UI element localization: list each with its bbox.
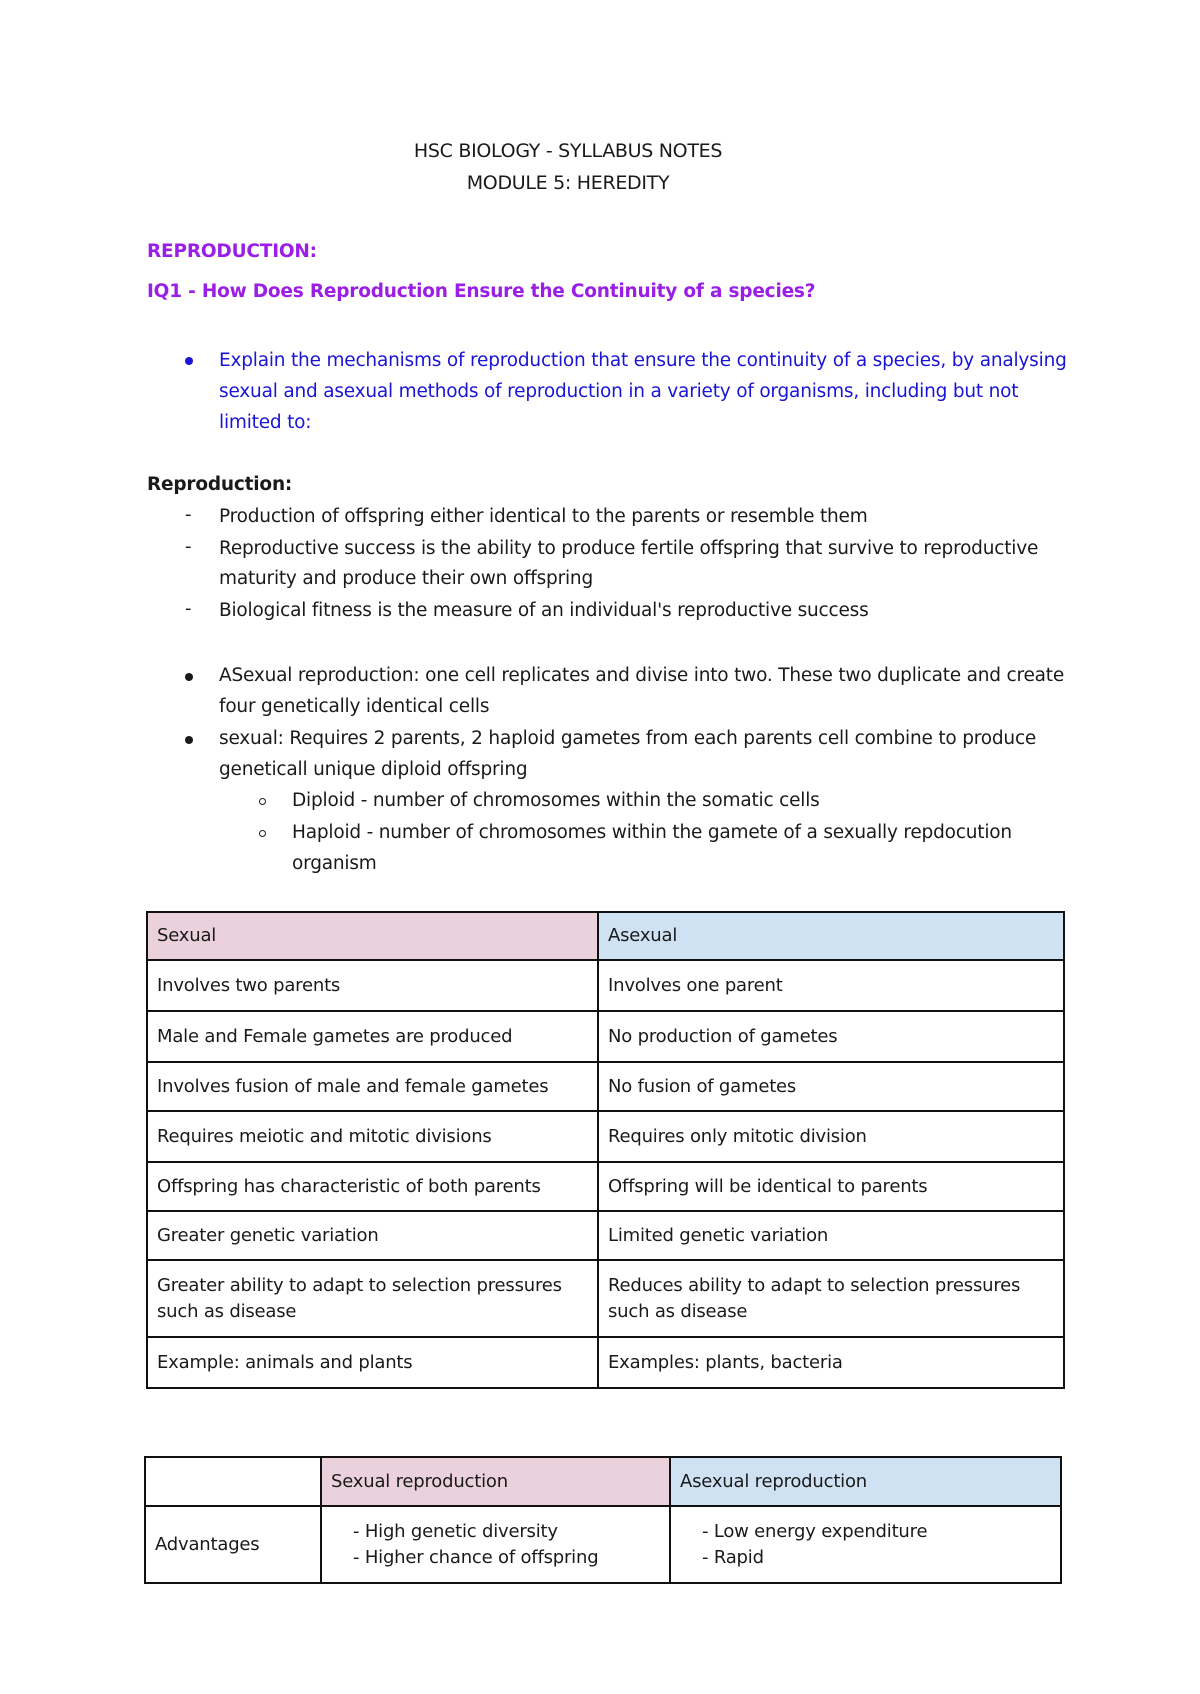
bullet-icon: [185, 736, 193, 744]
dash-item-3: Biological fitness is the measure of an individual's reproductive success: [219, 600, 869, 621]
table-cell: Involves fusion of male and female gametes: [147, 1062, 598, 1111]
list: [331, 1519, 660, 1571]
table-cell: Offspring has characteristic of both parents: [147, 1162, 598, 1211]
table-cell: Male and Female gametes are produced: [147, 1011, 598, 1062]
list-item: - High genetic diversity: [353, 1520, 558, 1542]
table-row: [147, 960, 1064, 1011]
table-cell: Requires only mitotic division: [598, 1111, 1064, 1162]
table-cell: Limited genetic variation: [598, 1211, 1064, 1260]
bullet-icon: [185, 673, 193, 681]
dash-marker: -: [185, 536, 192, 557]
bullet-asexual-line-1: ASexual reproduction: one cell replicates and divise into two. These two duplicate and create: [219, 665, 1065, 686]
table-row: [147, 1011, 1064, 1062]
document-title-line1: HSC BIOLOGY - SYLLABUS NOTES: [413, 140, 723, 162]
table-row: [145, 1506, 1061, 1583]
table-cell: Involves two parents: [147, 960, 598, 1011]
list-item: - Rapid: [702, 1546, 764, 1568]
dash-item-1: Production of offspring either identical to the parents or resemble them: [219, 506, 868, 527]
sub-bullet-icon: [259, 798, 266, 805]
header-asexual: Asexual: [598, 912, 1064, 960]
table-row: [147, 1337, 1064, 1388]
list-item: - Higher chance of offspring: [353, 1546, 599, 1568]
table-cell: Example: animals and plants: [147, 1337, 598, 1388]
bullet-sexual-line-2: geneticall unique diploid offspring: [219, 759, 528, 780]
header-sexual: Sexual: [147, 912, 598, 960]
table-cell: Offspring will be identical to parents: [598, 1162, 1064, 1211]
header-sexual-reproduction: Sexual reproduction: [321, 1457, 670, 1506]
row-label-advantages: Advantages: [145, 1506, 321, 1583]
sub-bullet-icon: [259, 830, 266, 837]
comparison-table: [146, 911, 1065, 1389]
reproduction-heading: Reproduction:: [147, 474, 293, 495]
table-row: [147, 1211, 1064, 1260]
table-cell: Requires meiotic and mitotic divisions: [147, 1111, 598, 1162]
bullet-icon: [185, 357, 193, 365]
dash-marker: -: [185, 598, 192, 619]
table-cell: No fusion of gametes: [598, 1062, 1064, 1111]
table-header-row: [145, 1457, 1061, 1506]
bullet-asexual-line-2: four genetically identical cells: [219, 696, 490, 717]
table-cell: Greater genetic variation: [147, 1211, 598, 1260]
header-empty: [145, 1457, 321, 1506]
sub-bullet-diploid: Diploid - number of chromosomes within the somatic cells: [292, 790, 820, 811]
table-cell: [670, 1506, 1061, 1583]
list-item: - Low energy expenditure: [702, 1520, 928, 1542]
dash-item-2-line-1: Reproductive success is the ability to produce fertile offspring that survive to reproductive: [219, 538, 1039, 559]
table-cell: Greater ability to adapt to selection pressures such as disease: [147, 1260, 598, 1337]
inquiry-question: IQ1 - How Does Reproduction Ensure the Continuity of a species?: [147, 281, 816, 302]
table-row: [147, 1062, 1064, 1111]
dash-marker: -: [185, 504, 192, 525]
table-header-row: [147, 912, 1064, 960]
table-cell: Examples: plants, bacteria: [598, 1337, 1064, 1388]
table-cell: Involves one parent: [598, 960, 1064, 1011]
dash-item-2-line-2: maturity and produce their own offspring: [219, 568, 593, 589]
sub-bullet-haploid-line-1: Haploid - number of chromosomes within the gamete of a sexually repdocution: [292, 822, 1012, 843]
table-cell: [321, 1506, 670, 1583]
table-cell: Reduces ability to adapt to selection pressures such as disease: [598, 1260, 1064, 1337]
section-title: REPRODUCTION:: [147, 241, 317, 262]
list: [680, 1519, 1051, 1571]
bullet-sexual-line-1: sexual: Requires 2 parents, 2 haploid gametes from each parents cell combine to produce: [219, 728, 1037, 749]
syllabus-line-2: sexual and asexual methods of reproduction in a variety of organisms, including but not: [219, 381, 1019, 402]
document-title-line2: MODULE 5: HEREDITY: [466, 172, 670, 194]
syllabus-line-3: limited to:: [219, 412, 312, 433]
header-asexual-reproduction: Asexual reproduction: [670, 1457, 1061, 1506]
advantages-table: [144, 1456, 1062, 1584]
syllabus-line-1: Explain the mechanisms of reproduction that ensure the continuity of a species, by analysing: [219, 350, 1067, 371]
table-row: [147, 1260, 1064, 1337]
table-row: [147, 1111, 1064, 1162]
table-cell: No production of gametes: [598, 1011, 1064, 1062]
table-row: [147, 1162, 1064, 1211]
sub-bullet-haploid-line-2: organism: [292, 853, 377, 874]
